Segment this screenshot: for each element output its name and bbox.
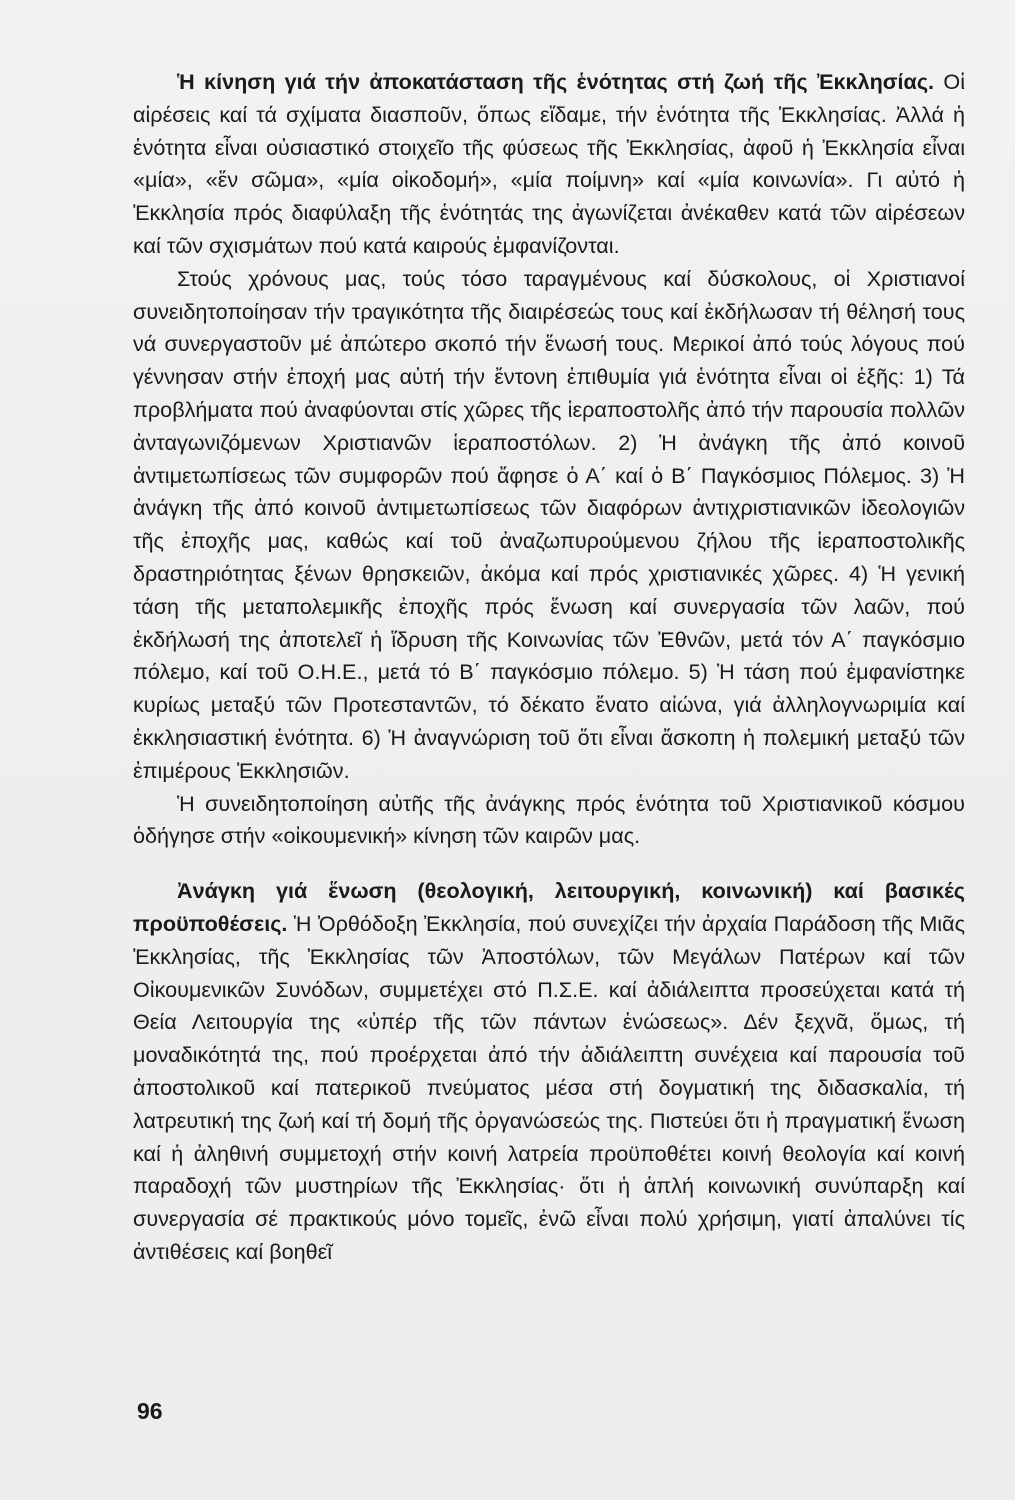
paragraph-need-for-union	[133, 875, 965, 1269]
section-heading-need: Ἀνάγκη γιά ἕνωση (θεολογική, λειτουργική, κοινωνική) καί βασικές προϋποθέσεις.	[133, 878, 965, 936]
paragraph-unity-movement	[133, 66, 965, 263]
text-column	[133, 66, 965, 1269]
paragraph-text: Οἱ αἱρέσεις καί τά σχίματα διασποῦν, ὅπως εἴδαμε, τήν ἑνότητα τῆς Ἐκκλησίας. Ἀλλά ἡ ἑνότητα εἶναι οὐσιαστικό στοιχεῖο τῆς φύσεως τῆς Ἐκκλησίας, ἀφοῦ ἡ Ἐκκλησία εἶναι «μία», «ἕν σῶμα», «μία οἰκοδομή», «μία ποίμνη» καί «μία κοινωνία». Γι αὐτό ἡ Ἐκκλησία πρός διαφύλαξη τῆς ἑνότητάς της ἀγωνίζεται ἀνέκαθεν κατά τῶν αἱρέσεων καί τῶν σχισμάτων πού κατά καιρούς ἐμφανίζονται.	[133, 69, 966, 258]
page-number: 96	[137, 1398, 163, 1424]
section-heading-unity: Ἡ κίνηση γιά τήν ἀποκατάσταση τῆς ἑνότητας στή ζωή τῆς Ἐκκλησίας.	[177, 69, 935, 94]
paragraph-ecumenical: Ἡ συνειδητοποίηση αὐτῆς τῆς ἀνάγκης πρός ἑνότητα τοῦ Χριστιανικοῦ κόσμου ὁδήγησε στήν «οἰκουμενική» κίνηση τῶν καιρῶν μας.	[133, 790, 965, 849]
paragraph-text: Ἡ Ὀρθόδοξη Ἐκκλησία, πού συνεχίζει τήν ἀρχαία Παράδοση τῆς Μιᾶς Ἐκκλησίας, τῆς Ἐκκλησίας τῶν Ἀποστόλων, τῶν Μεγάλων Πατέρων καί τῶν Οἰκουμενικῶν Συνόδων, συμμετέχει στό Π.Σ.Ε. καί ἀδιάλειπτα προσεύχεται κατά τή Θεία Λειτουργία της «ὑπέρ τῆς τῶν πάντων ἑνώσεως». Δέν ξεχνᾶ, ὅμως, τή μοναδικότητά της, πού προέρχεται ἀπό τήν ἀδιάλειπτη συνέχεια καί παρουσία τοῦ ἀποστολικοῦ καί πατερικοῦ πνεύματος μέσα στή δογματική της διδασκαλία, τή λατρευτική της ζωή καί τή δομή τῆς ὀργανώσεώς της. Πιστεύει ὅτι ἡ πραγματική ἕνωση καί ἡ ἀληθινή συμμετοχή στήν κοινή λατρεία προϋποθέτει κοινή θεολογία καί κοινή παραδοχή τῶν μυστηρίων τῆς Ἐκκλησίας· ὅτι ἡ ἁπλή κοινωνική συνύπαρξη καί συνεργασία σέ πρακτικούς μόνο τομεῖς, ἐνῶ εἶναι πολύ χρήσιμη, γιατί ἀπαλύνει τίς ἀντιθέσεις καί βοηθεῖ	[133, 910, 965, 1264]
paragraph-reasons: Στούς χρόνους μας, τούς τόσο ταραγμένους καί δύσκολους, οἱ Χριστιανοί συνειδητοποίησαν τήν τραγικότητα τῆς διαιρέσεώς τους καί ἐκδήλωσαν τή θέλησή τους νά συνεργαστοῦν μέ ἀπώτερο σκοπό τήν ἕνωσή τους. Μερικοί ἀπό τούς λόγους πού γέννησαν στήν ἐποχή μας αὐτή τήν ἔντονη ἐπιθυμία γιά ἑνότητα εἶναι οἱ ἑξῆς: 1) Τά προβλήματα πού ἀναφύονται στίς χῶρες τῆς ἱεραποστολῆς ἀπό τήν παρουσία πολλῶν ἀνταγωνιζόμενων Χριστιανῶν ἱεραποστόλων. 2) Ἡ ἀνάγκη τῆς ἀπό κοινοῦ ἀντιμετωπίσεως τῶν συμφορῶν πού ἄφησε ὁ Α΄ καί ὁ Β΄ Παγκόσμιος Πόλεμος. 3) Ἡ ἀνάγκη τῆς ἀπό κοινοῦ ἀντιμετωπίσεως τῶν διαφόρων ἀντιχριστιανικῶν ἰδεολογιῶν τῆς ἐποχῆς μας, καθώς καί τοῦ ἀναζωπυρούμενου ζήλου τῆς ἱεραποστολικῆς δραστηριότητας ξένων θρησκειῶν, ἀκόμα καί πρός χριστιανικές χῶρες. 4) Ἡ γενική τάση τῆς μεταπολεμικῆς ἐποχῆς πρός ἕνωση καί συνεργασία τῶν λαῶν, πού ἐκδήλωσή της ἀποτελεῖ ἡ ἵδρυση τῆς Κοινωνίας τῶν Ἐθνῶν, μετά τόν Α΄ παγκόσμιο πόλεμο, καί τοῦ Ο.Η.Ε., μετά τό Β΄ παγκόσμιο πόλεμο. 5) Ἡ τάση πού ἐμφανίστηκε κυρίως μεταξύ τῶν Προτεσταντῶν, τό δέκατο ἔνατο αἰώνα, γιά ἀλληλογνωριμία καί ἐκκλησιαστική ἑνότητα. 6) Ἡ ἀναγνώριση τοῦ ὅτι εἶναι ἄσκοπη ἡ πολεμική μεταξύ τῶν ἐπιμέρους Ἐκκλησιῶν.	[133, 265, 965, 783]
